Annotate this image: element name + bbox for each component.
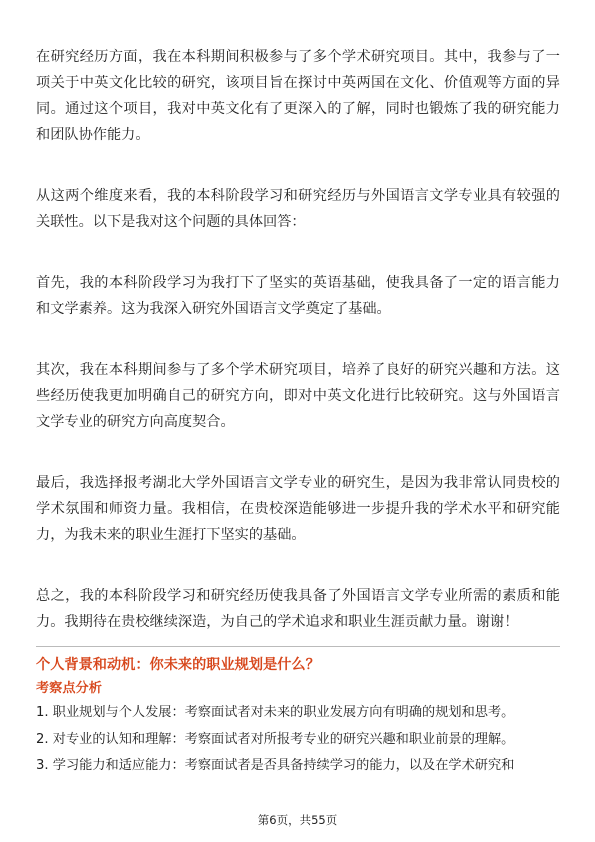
analysis-point: 3. 学习能力和适应能力：考察面试者是否具备持续学习的能力，以及在学术研究和: [36, 758, 515, 773]
paragraph-second: 其次，我在本科期间参与了多个学术研究项目，培养了良好的研究兴趣和方法。这些经历使我更加明确自己的研究方向，即对中英文化进行比较研究。这与外国语言文学专业的研究方向高度契合。: [36, 362, 560, 430]
paragraph-finally: 最后，我选择报考湖北大学外国语言文学专业的研究生，是因为我非常认同贵校的学术氛围和师资力量。我相信，在贵校深造能够进一步提升我的学术水平和研究能力，为我未来的职业生涯打下坚实的基础。: [36, 475, 560, 543]
paragraph-conclusion: 总之，我的本科阶段学习和研究经历使我具备了外国语言文学专业所需的素质和能力。我期待在贵校继续深造，为自己的学术追求和职业生涯贡献力量。谢谢！: [36, 588, 560, 630]
question-heading: 个人背景和动机：你未来的职业规划是什么？: [36, 657, 320, 673]
section-divider: [36, 646, 560, 647]
analysis-heading: 考察点分析: [36, 681, 102, 696]
page-number: 第6页，共55页: [257, 813, 338, 827]
page-content: [36, 44, 560, 780]
paragraph-research-experience: 在研究经历方面，我在本科期间积极参与了多个学术研究项目。其中，我参与了一项关于中英文化比较的研究，该项目旨在探讨中英两国在文化、价值观等方面的异同。通过这个项目，我对中英文化有了更深入的了解，同时也锻炼了我的研究能力和团队协作能力。: [36, 49, 560, 143]
paragraph-relevance: 从这两个维度来看，我的本科阶段学习和研究经历与外国语言文学专业具有较强的关联性。以下是我对这个问题的具体回答：: [36, 188, 560, 230]
analysis-point: 1. 职业规划与个人发展：考察面试者对未来的职业发展方向有明确的规划和思考。: [36, 705, 515, 720]
paragraph-first: 首先，我的本科阶段学习为我打下了坚实的英语基础，使我具备了一定的语言能力和文学素养。这为我深入研究外国语言文学奠定了基础。: [36, 275, 560, 317]
analysis-point: 2. 对专业的认知和理解：考察面试者对所报考专业的研究兴趣和职业前景的理解。: [36, 731, 515, 747]
analysis-points-list: [36, 700, 560, 780]
